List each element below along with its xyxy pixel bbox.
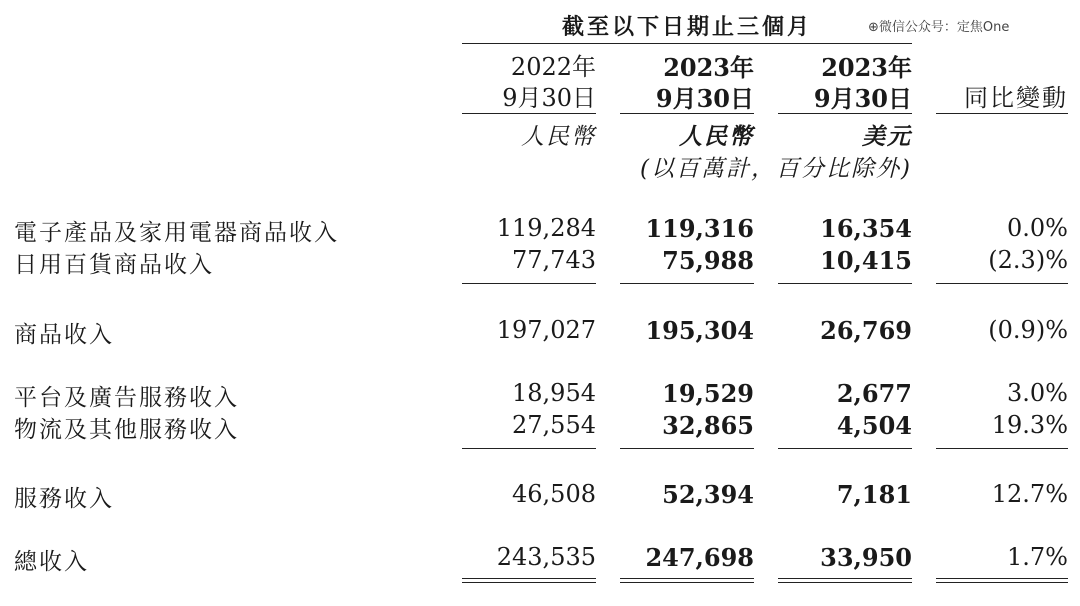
cell-yoy: 19.3% [991,411,1068,439]
total-double-line [778,578,912,583]
row-label: 商品收入 [14,322,114,348]
col-2023-usd-year: 2023年 [821,53,912,82]
total-double-line [620,578,754,583]
cell-2023-usd: 2,677 [836,379,912,408]
cell-yoy: 1.7% [1007,543,1068,571]
cell-yoy: 0.0% [1007,214,1068,242]
cell-2022: 27,554 [512,411,596,439]
cell-yoy: 12.7% [991,480,1068,508]
subtotal-line [462,448,596,449]
currency-2023-rmb: 人民幣 [679,123,754,150]
subtotal-line [936,283,1068,284]
cell-yoy: 3.0% [1007,379,1068,407]
cell-2023-rmb: 195,304 [645,316,754,345]
col-header-2023-usd [778,52,912,114]
cell-2023-rmb: 19,529 [662,379,754,408]
cell-2023-usd: 16,354 [820,214,912,243]
subtotal-line [936,448,1068,449]
cell-2023-rmb: 32,865 [662,411,754,440]
total-double-line [462,578,596,583]
col-2022-year: 2022年 [510,53,596,81]
cell-yoy: (2.3)% [988,246,1068,274]
subtotal-line [778,448,912,449]
total-double-line [936,578,1068,583]
cell-2023-rmb: 52,394 [662,480,754,509]
row-label: 物流及其他服務收入 [14,417,239,443]
cell-2023-usd: 26,769 [820,316,912,345]
cell-2023-rmb: 75,988 [662,246,754,275]
row-label: 總收入 [14,549,89,575]
row-label: 服務收入 [14,486,114,512]
cell-2022: 77,743 [512,246,596,274]
cell-2023-usd: 33,950 [820,543,912,572]
cell-2023-usd: 7,181 [836,480,912,509]
period-header: 截至以下日期止三個月 [561,14,812,40]
currency-2023-usd: 美元 [862,123,912,150]
cell-2023-usd: 4,504 [836,411,912,440]
currency-2022: 人民幣 [521,124,596,150]
col-2023-usd-underline [778,113,912,114]
cell-2022: 197,027 [496,316,596,344]
cell-2022: 243,535 [496,543,596,571]
col-header-2022 [462,52,596,114]
col-2023-rmb-underline [620,113,754,114]
row-label: 平台及廣告服務收入 [14,385,239,411]
cell-2022: 46,508 [512,480,596,508]
cell-2023-rmb: 119,316 [645,214,754,243]
col-2023-rmb-year: 2023年 [663,53,754,82]
col-2022-date: 9月30日 [502,84,596,112]
subtotal-line [620,448,754,449]
cell-2023-rmb: 247,698 [645,543,754,572]
subtotal-line [620,283,754,284]
watermark: ⊕微信公众号：定焦One [868,20,1010,35]
row-label: 日用百貨商品收入 [14,252,214,278]
col-2022-underline [462,113,596,114]
cell-yoy: (0.9)% [988,316,1068,344]
unit-note: (以百萬計，百分比除外) [640,156,912,182]
period-underline [462,43,912,44]
cell-2022: 119,284 [496,214,596,242]
subtotal-line [462,283,596,284]
col-2023-rmb-date: 9月30日 [655,84,754,113]
col-2023-usd-date: 9月30日 [813,84,912,113]
row-label: 電子產品及家用電器商品收入 [14,220,339,246]
col-header-2023-rmb [620,52,754,114]
col-header-yoy: 同比變動 [964,84,1068,112]
subtotal-line [778,283,912,284]
cell-2022: 18,954 [512,379,596,407]
col-yoy-underline [936,113,1068,114]
cell-2023-usd: 10,415 [820,246,912,275]
